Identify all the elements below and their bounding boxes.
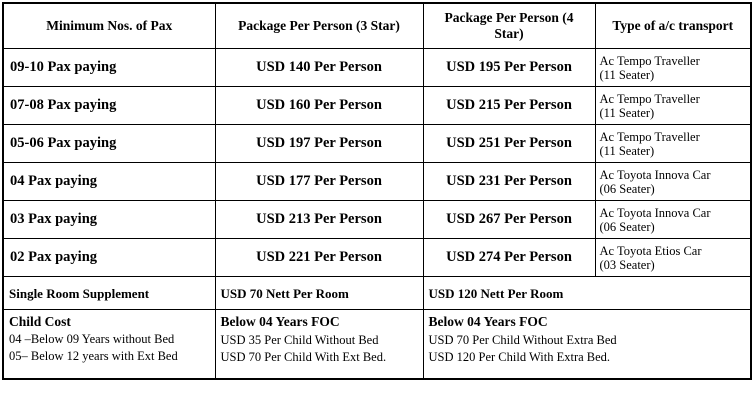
- pricing-sheet: [0, 2, 752, 406]
- transport-type: Ac Tempo Traveller: [599, 129, 700, 144]
- supplement-label: Single Room Supplement: [3, 277, 215, 310]
- price-4star-cell: USD 195 Per Person: [423, 49, 595, 87]
- child-cost-3star-cell: [215, 310, 423, 380]
- supplement-3star: USD 70 Nett Per Room: [215, 277, 423, 310]
- header-cell-3star: Package Per Person (3 Star): [215, 3, 423, 49]
- transport-cell: [595, 201, 751, 239]
- price-4star-cell: USD 251 Per Person: [423, 125, 595, 163]
- child-3star-without-bed: USD 35 Per Child Without Bed: [220, 333, 379, 348]
- transport-cell: [595, 49, 751, 87]
- transport-capacity: (11 Seater): [599, 67, 655, 82]
- table-header-row: [3, 3, 751, 49]
- child-4star-without-bed: USD 70 Per Child Without Extra Bed: [428, 333, 617, 348]
- price-3star-cell: USD 140 Per Person: [215, 49, 423, 87]
- transport-capacity: (11 Seater): [599, 143, 655, 158]
- child-cost-title: Child Cost: [9, 314, 71, 330]
- price-3star-cell: USD 213 Per Person: [215, 201, 423, 239]
- pax-cell: 07-08 Pax paying: [3, 87, 215, 125]
- header-cell-pax: Minimum Nos. of Pax: [3, 3, 215, 49]
- child-3star-with-bed: USD 70 Per Child With Ext Bed.: [220, 349, 387, 364]
- header-cell-4star: Package Per Person (4 Star): [423, 3, 595, 49]
- price-4star-cell: USD 215 Per Person: [423, 87, 595, 125]
- transport-type: Ac Tempo Traveller: [599, 53, 700, 68]
- pricing-table: [2, 2, 752, 380]
- pax-cell: 02 Pax paying: [3, 239, 215, 277]
- child-cost-detail-2: 05– Below 12 years with Ext Bed: [9, 348, 178, 363]
- pax-cell: 05-06 Pax paying: [3, 125, 215, 163]
- pax-cell: 09-10 Pax paying: [3, 49, 215, 87]
- transport-capacity: (11 Seater): [599, 105, 655, 120]
- supplement-4star: USD 120 Nett Per Room: [423, 277, 751, 310]
- child-4star-with-bed: USD 120 Per Child With Extra Bed.: [428, 349, 611, 364]
- child-4star-foc: Below 04 Years FOC: [428, 314, 548, 330]
- transport-cell: [595, 87, 751, 125]
- transport-capacity: (06 Seater): [599, 219, 655, 234]
- table-row: [3, 201, 751, 239]
- transport-capacity: (06 Seater): [599, 181, 655, 196]
- transport-cell: [595, 163, 751, 201]
- price-3star-cell: USD 160 Per Person: [215, 87, 423, 125]
- child-3star-foc: Below 04 Years FOC: [220, 314, 340, 330]
- table-row: [3, 239, 751, 277]
- transport-type: Ac Toyota Innova Car: [599, 167, 711, 182]
- price-3star-cell: USD 221 Per Person: [215, 239, 423, 277]
- price-3star-cell: USD 177 Per Person: [215, 163, 423, 201]
- price-4star-cell: USD 267 Per Person: [423, 201, 595, 239]
- price-3star-cell: USD 197 Per Person: [215, 125, 423, 163]
- transport-capacity: (03 Seater): [599, 257, 655, 272]
- child-cost-row: [3, 310, 751, 380]
- price-4star-cell: USD 274 Per Person: [423, 239, 595, 277]
- pax-cell: 03 Pax paying: [3, 201, 215, 239]
- price-4star-cell: USD 231 Per Person: [423, 163, 595, 201]
- transport-type: Ac Tempo Traveller: [599, 91, 700, 106]
- table-row: [3, 163, 751, 201]
- table-row: [3, 87, 751, 125]
- child-cost-detail-1: 04 –Below 09 Years without Bed: [9, 332, 175, 347]
- transport-cell: [595, 239, 751, 277]
- table-row: [3, 125, 751, 163]
- pax-cell: 04 Pax paying: [3, 163, 215, 201]
- child-cost-4star-cell: [423, 310, 751, 380]
- transport-type: Ac Toyota Innova Car: [599, 205, 711, 220]
- transport-type: Ac Toyota Etios Car: [599, 243, 702, 258]
- header-cell-transport: Type of a/c transport: [595, 3, 751, 49]
- single-room-supplement-row: [3, 277, 751, 310]
- table-row: [3, 49, 751, 87]
- transport-cell: [595, 125, 751, 163]
- child-cost-label-cell: [3, 310, 215, 380]
